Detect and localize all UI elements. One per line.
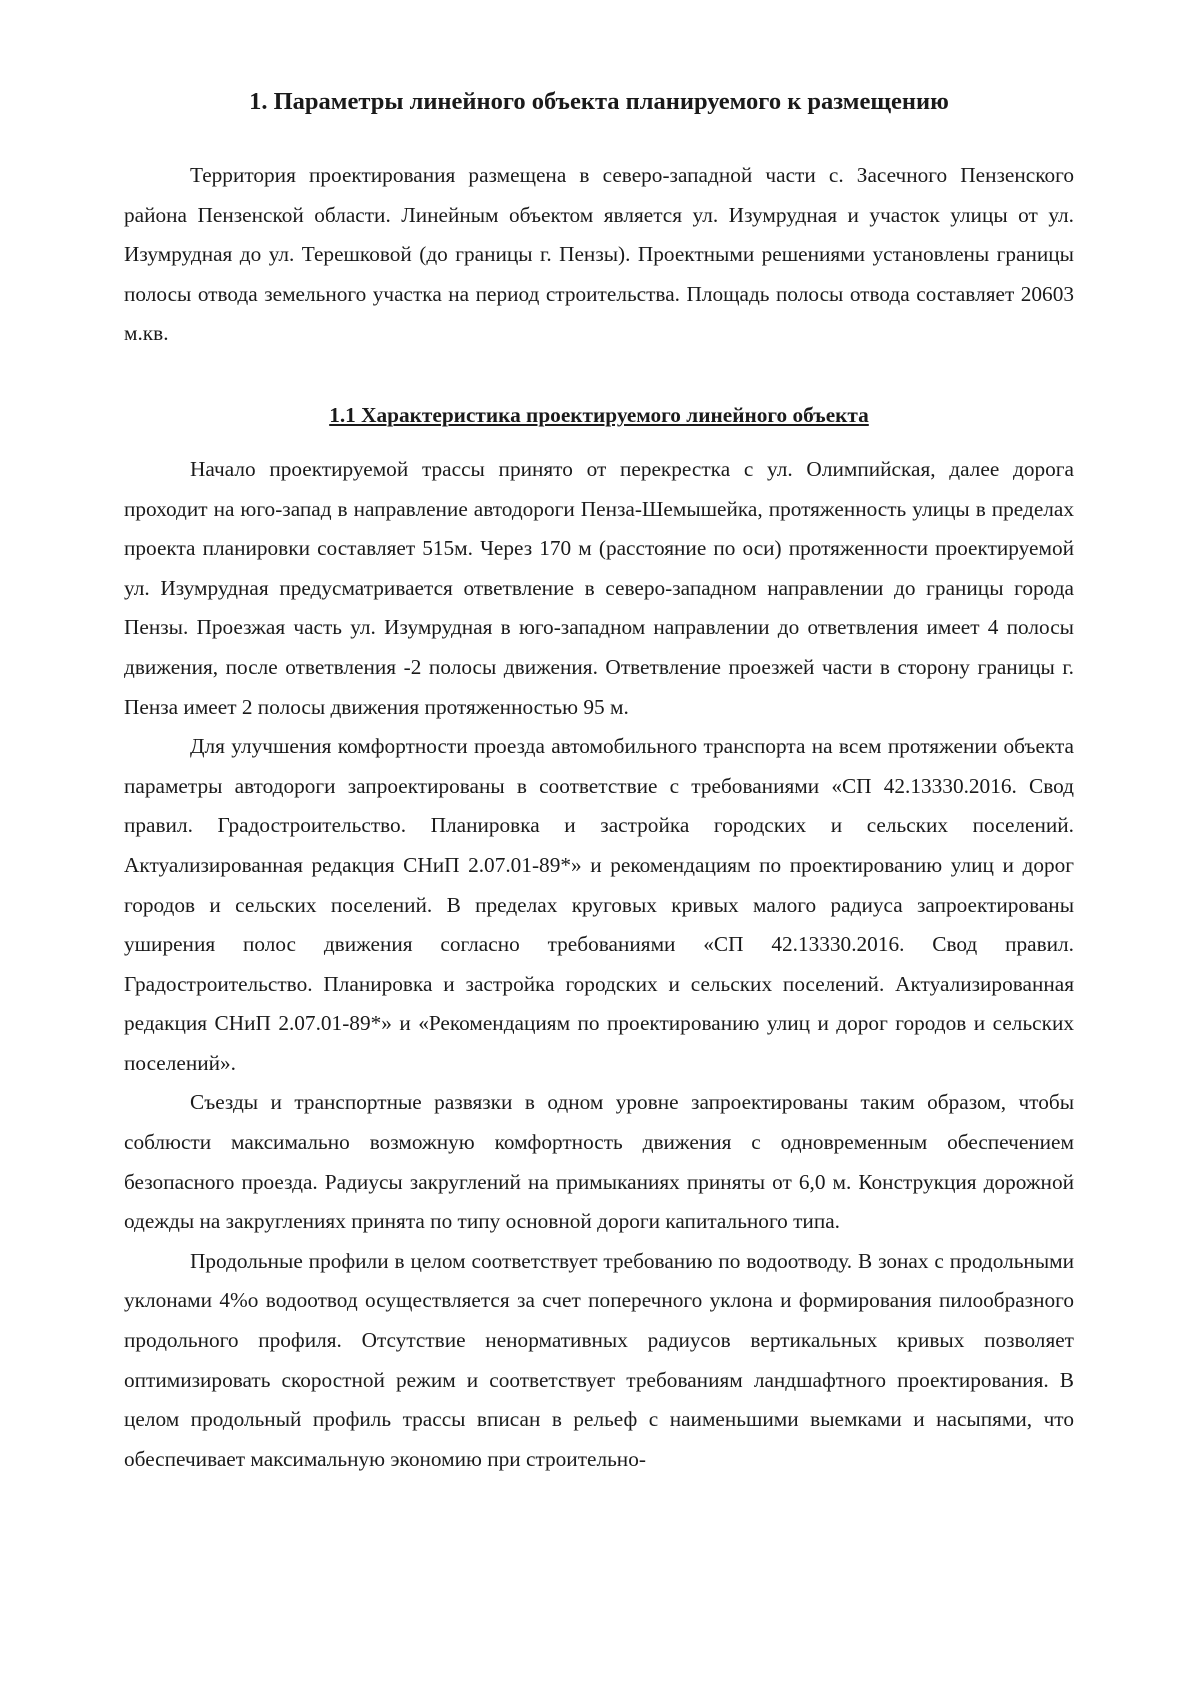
section-heading: 1. Параметры линейного объекта планируемого к размещению	[249, 88, 949, 115]
paragraph-junctions: Съезды и транспортные развязки в одном уровне запроектированы таким образом, чтобы соблюсти максимально возможную комфортность движения с одновременным обеспечением безопасного проезда. Радиусы закруглений на примыканиях приняты от 6,0 м. Конструкция дорожной одежды на закруглениях принята по типу основной дороги капитального типа.	[124, 1090, 1074, 1234]
subsection-heading: 1.1 Характеристика проектируемого линейного объекта	[329, 402, 869, 427]
intro-paragraph: Территория проектирования размещена в северо-западной части с. Засечного Пензенского района Пензенской области. Линейным объектом является ул. Изумрудная и участок улицы от ул. Изумрудная до ул. Терешковой (до границы г. Пензы). Проектными решениями установлены границы полосы отвода земельного участка на период строительства. Площадь полосы отвода составляет 20603 м.кв.	[124, 163, 1074, 346]
document-body	[124, 84, 1074, 1479]
paragraph-longitudinal-profiles: Продольные профили в целом соответствует требованию по водоотводу. В зонах с продольными уклонами 4%о водоотвод осуществляется за счет поперечного уклона и формирования пилообразного продольного профиля. Отсутствие ненормативных радиусов вертикальных кривых позволяет оптимизировать скоростной режим и соответствует требованиям ландшафтного проектирования. В целом продольный профиль трассы вписан в рельеф с наименьшими выемками и насыпями, что обеспечивает максимальную экономию при строительно-	[124, 1248, 1074, 1471]
paragraph-comfort-requirements: Для улучшения комфортности проезда автомобильного транспорта на всем протяжении объекта параметры автодороги запроектированы в соответствие с требованиями «СП 42.13330.2016. Свод правил. Градостроительство. Планировка и застройка городских и сельских поселений. Актуализированная редакция СНиП 2.07.01-89*» и рекомендациям по проектированию улиц и дорог городов и сельских поселений. В пределах круговых кривых малого радиуса запроектированы уширения полос движения согласно требованиями «СП 42.13330.2016. Свод правил. Градостроительство. Планировка и застройка городских и сельских поселений. Актуализированная редакция СНиП 2.07.01-89*» и «Рекомендациям по проектированию улиц и дорог городов и сельских поселений».	[124, 734, 1074, 1075]
paragraph-route-description: Начало проектируемой трассы принято от перекрестка с ул. Олимпийская, далее дорога проходит на юго-запад в направление автодороги Пенза-Шемышейка, протяженность улицы в пределах проекта планировки составляет 515м. Через 170 м (расстояние по оси) протяженности проектируемой ул. Изумрудная предусматривается ответвление в северо-западном направлении до границы города Пензы. Проезжая часть ул. Изумрудная в юго-западном направлении до ответвления имеет 4 полосы движения, после ответвления -2 полосы движения. Ответвление проезжей части в сторону границы г. Пенза имеет 2 полосы движения протяженностью 95 м.	[124, 456, 1074, 719]
